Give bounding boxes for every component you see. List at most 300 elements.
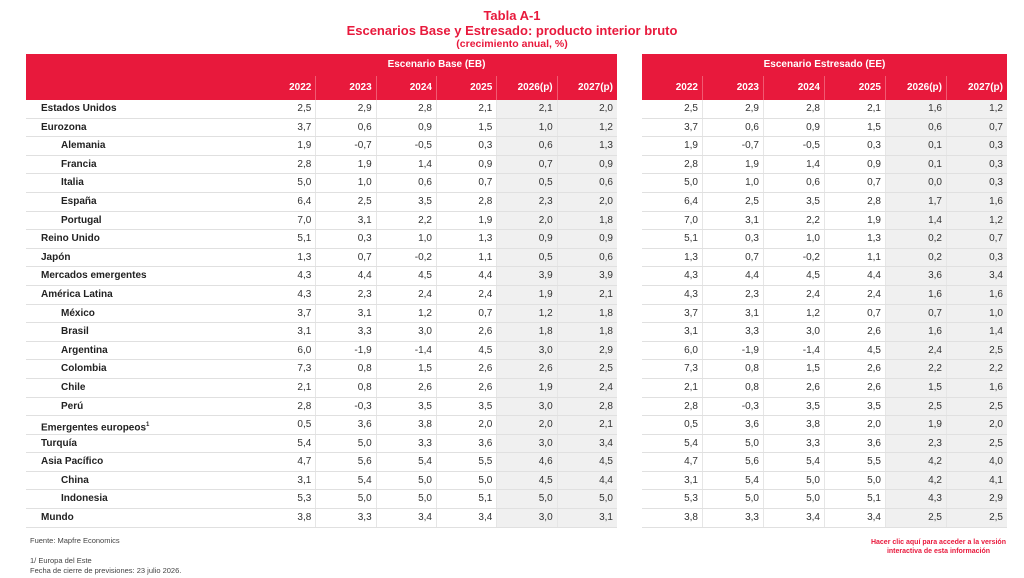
value-cell: 1,0 xyxy=(763,230,824,248)
value-cell: 3,0 xyxy=(496,398,556,416)
value-cell: 1,8 xyxy=(557,212,617,230)
value-cell: 2,8 xyxy=(436,193,496,211)
value-cell: 2,5 xyxy=(684,103,698,114)
value-cell: 2,6 xyxy=(376,379,436,397)
row-label-text: Alemania xyxy=(61,140,106,152)
value-cell: 4,5 xyxy=(763,267,824,285)
value-cell: 2,2 xyxy=(885,360,946,378)
row-label-text: España xyxy=(61,195,97,207)
footnote-marker: 1 xyxy=(146,422,150,429)
row-label xyxy=(26,100,256,119)
row-label-text: Eurozona xyxy=(41,121,87,133)
value-cell: 0,6 xyxy=(885,119,946,137)
value-cell: -1,4 xyxy=(376,342,436,360)
value-cell: 2,4 xyxy=(376,286,436,304)
value-cell: 3,3 xyxy=(376,435,436,453)
value-cell: -0,5 xyxy=(763,137,824,155)
value-cell: 3,0 xyxy=(496,435,556,453)
value-cell: 4,4 xyxy=(436,267,496,285)
value-cell: 4,4 xyxy=(702,267,763,285)
table-row xyxy=(256,174,617,193)
value-cell: 3,3 xyxy=(763,435,824,453)
value-cell: 5,0 xyxy=(702,490,763,508)
table-row xyxy=(642,212,1007,231)
stress-year-header-row xyxy=(642,76,1007,100)
value-cell: 4,6 xyxy=(496,453,556,471)
value-cell: 0,5 xyxy=(496,249,556,267)
table-row xyxy=(256,212,617,231)
value-cell: 2,0 xyxy=(496,212,556,230)
link-line-1: Hacer clic aquí para acceder a la versión xyxy=(870,539,1006,546)
value-cell: 5,5 xyxy=(824,453,885,471)
value-cell: 0,0 xyxy=(885,174,946,192)
year-header: 2027(p) xyxy=(946,76,1007,100)
value-cell: 3,6 xyxy=(315,416,375,434)
row-label xyxy=(26,379,256,398)
value-cell: 5,3 xyxy=(297,493,312,505)
value-cell: 5,4 xyxy=(315,472,375,490)
value-cell: 3,9 xyxy=(557,267,617,285)
value-cell: 4,0 xyxy=(946,453,1007,471)
value-cell: 5,0 xyxy=(376,490,436,508)
value-cell: 3,9 xyxy=(496,267,556,285)
table-row xyxy=(256,286,617,305)
table-row xyxy=(642,509,1007,528)
table-row xyxy=(256,435,617,454)
source-note: Fuente: Mapfre Economics xyxy=(30,536,120,545)
value-cell: 1,8 xyxy=(557,305,617,323)
value-cell: 2,3 xyxy=(702,286,763,304)
table-row xyxy=(642,100,1007,119)
row-label xyxy=(26,137,256,156)
table-row xyxy=(642,342,1007,361)
value-cell: 0,7 xyxy=(436,305,496,323)
value-cell: 2,9 xyxy=(702,100,763,118)
table-row xyxy=(256,416,617,435)
value-cell: 3,5 xyxy=(376,193,436,211)
table-row xyxy=(642,453,1007,472)
value-cell: 7,0 xyxy=(297,214,312,226)
table-row xyxy=(642,267,1007,286)
value-cell: 0,6 xyxy=(557,174,617,192)
value-cell: 2,6 xyxy=(824,360,885,378)
row-label-text: México xyxy=(61,307,95,319)
value-cell: 2,0 xyxy=(496,416,556,434)
value-cell: 6,0 xyxy=(297,344,312,356)
table-row xyxy=(256,267,617,286)
year-header: 2022 xyxy=(289,82,312,93)
value-cell: 1,5 xyxy=(885,379,946,397)
value-cell: 7,0 xyxy=(684,214,698,226)
value-cell: 3,6 xyxy=(885,267,946,285)
value-cell: 2,0 xyxy=(946,416,1007,434)
row-label-text: Turquía xyxy=(41,437,77,449)
value-cell: 1,1 xyxy=(436,249,496,267)
value-cell: 2,0 xyxy=(436,416,496,434)
value-cell: 2,8 xyxy=(557,398,617,416)
value-cell: 1,6 xyxy=(946,193,1007,211)
row-label-text: Mundo xyxy=(41,512,74,524)
value-cell: 3,1 xyxy=(297,474,312,486)
value-cell: 3,6 xyxy=(824,435,885,453)
value-cell: 0,8 xyxy=(315,379,375,397)
value-cell: 1,4 xyxy=(376,156,436,174)
value-cell: 3,4 xyxy=(376,509,436,527)
value-cell: 3,1 xyxy=(557,509,617,527)
value-cell: 0,3 xyxy=(946,137,1007,155)
year-header: 2022 xyxy=(675,82,698,93)
row-label xyxy=(26,360,256,379)
value-cell: 3,5 xyxy=(824,398,885,416)
value-cell: 2,6 xyxy=(436,360,496,378)
table-row xyxy=(642,137,1007,156)
value-cell: 0,6 xyxy=(702,119,763,137)
value-cell: 1,0 xyxy=(315,174,375,192)
value-cell: 0,7 xyxy=(702,249,763,267)
value-cell: 2,5 xyxy=(297,103,312,114)
value-cell: 6,4 xyxy=(684,195,698,207)
value-cell: 0,8 xyxy=(315,360,375,378)
table-row xyxy=(256,193,617,212)
value-cell: 0,6 xyxy=(376,174,436,192)
forecast-date-note: Fecha de cierre de previsiones: 23 julio 2026. xyxy=(30,566,182,575)
row-label xyxy=(26,472,256,491)
base-year-header-row xyxy=(256,76,617,100)
value-cell: 2,5 xyxy=(885,509,946,527)
value-cell: 0,7 xyxy=(946,230,1007,248)
base-scenario-header: Escenario Base (EB) xyxy=(256,54,617,76)
value-cell: -0,5 xyxy=(376,137,436,155)
value-cell: 5,0 xyxy=(315,435,375,453)
value-cell: 0,7 xyxy=(885,305,946,323)
value-cell: 5,4 xyxy=(702,472,763,490)
value-cell: 2,3 xyxy=(885,435,946,453)
row-label xyxy=(26,230,256,249)
value-cell: -0,2 xyxy=(763,249,824,267)
table-row xyxy=(256,342,617,361)
value-cell: 0,7 xyxy=(824,305,885,323)
value-cell: 6,4 xyxy=(297,195,312,207)
value-cell: 0,6 xyxy=(496,137,556,155)
value-cell: 3,1 xyxy=(684,474,698,486)
table-row xyxy=(642,360,1007,379)
year-header: 2026(p) xyxy=(885,76,946,100)
table-row xyxy=(642,156,1007,175)
value-cell: -1,4 xyxy=(763,342,824,360)
row-label-text: Argentina xyxy=(61,344,108,356)
value-cell: 0,3 xyxy=(702,230,763,248)
value-cell: 1,7 xyxy=(885,193,946,211)
value-cell: 4,2 xyxy=(885,472,946,490)
value-cell: 2,8 xyxy=(763,100,824,118)
value-cell: 3,3 xyxy=(315,323,375,341)
table-row xyxy=(256,137,617,156)
table-row xyxy=(642,305,1007,324)
value-cell: 4,4 xyxy=(315,267,375,285)
value-cell: 2,1 xyxy=(557,416,617,434)
row-label-text: China xyxy=(61,474,89,486)
value-cell: 0,1 xyxy=(885,156,946,174)
stress-scenario-table xyxy=(642,54,1007,528)
value-cell: 0,7 xyxy=(824,174,885,192)
value-cell: 0,7 xyxy=(946,119,1007,137)
row-label xyxy=(26,509,256,528)
row-label-text: Chile xyxy=(61,381,86,393)
value-cell: 1,2 xyxy=(946,212,1007,230)
value-cell: -0,7 xyxy=(702,137,763,155)
value-cell: 1,9 xyxy=(496,286,556,304)
row-label-text: Estados Unidos xyxy=(41,103,117,114)
value-cell: 5,1 xyxy=(684,233,698,245)
value-cell: 2,4 xyxy=(557,379,617,397)
value-cell: 2,8 xyxy=(297,158,312,170)
table-row xyxy=(642,193,1007,212)
value-cell: 2,5 xyxy=(946,398,1007,416)
value-cell: 3,1 xyxy=(315,305,375,323)
value-cell: 0,5 xyxy=(684,419,698,431)
value-cell: 3,8 xyxy=(763,416,824,434)
value-cell: 0,3 xyxy=(946,249,1007,267)
value-cell: 2,1 xyxy=(496,100,556,118)
value-cell: 4,4 xyxy=(824,267,885,285)
value-cell: 1,0 xyxy=(946,305,1007,323)
value-cell: 1,8 xyxy=(496,323,556,341)
value-cell: 3,5 xyxy=(763,398,824,416)
value-cell: 0,7 xyxy=(315,249,375,267)
value-cell: 5,3 xyxy=(684,493,698,505)
value-cell: 4,3 xyxy=(885,490,946,508)
year-header: 2026(p) xyxy=(496,76,556,100)
value-cell: 4,3 xyxy=(297,270,312,282)
row-label xyxy=(26,435,256,454)
value-cell: 0,2 xyxy=(885,249,946,267)
value-cell: 3,7 xyxy=(684,307,698,319)
value-cell: 1,4 xyxy=(946,323,1007,341)
table-row xyxy=(256,360,617,379)
value-cell: 5,0 xyxy=(684,177,698,189)
value-cell: 1,9 xyxy=(315,156,375,174)
value-cell: 3,4 xyxy=(763,509,824,527)
value-cell: 0,9 xyxy=(557,230,617,248)
value-cell: 0,9 xyxy=(763,119,824,137)
row-label-text: Emergentes europeos xyxy=(41,422,147,434)
table-row xyxy=(256,323,617,342)
value-cell: 2,4 xyxy=(763,286,824,304)
row-label xyxy=(26,156,256,175)
value-cell: 5,4 xyxy=(684,437,698,449)
value-cell: 1,6 xyxy=(885,100,946,118)
year-header: 2025 xyxy=(436,76,496,100)
value-cell: 4,4 xyxy=(557,472,617,490)
table-number: Tabla A-1 xyxy=(483,8,541,23)
value-cell: -1,9 xyxy=(315,342,375,360)
link-line-2: interactiva de esta información xyxy=(886,548,991,555)
value-cell: 3,8 xyxy=(376,416,436,434)
row-label xyxy=(26,174,256,193)
value-cell: 2,5 xyxy=(557,360,617,378)
value-cell: 1,5 xyxy=(376,360,436,378)
value-cell: 7,3 xyxy=(297,363,312,375)
value-cell: 3,4 xyxy=(557,435,617,453)
value-cell: 3,1 xyxy=(684,326,698,338)
value-cell: 2,3 xyxy=(315,286,375,304)
row-label xyxy=(26,342,256,361)
row-label xyxy=(26,453,256,472)
value-cell: 3,3 xyxy=(702,323,763,341)
value-cell: 1,5 xyxy=(824,119,885,137)
value-cell: 1,2 xyxy=(763,305,824,323)
row-label-text: Portugal xyxy=(61,214,102,226)
year-header: 2023 xyxy=(315,76,375,100)
table-row xyxy=(256,100,617,119)
table-row xyxy=(642,119,1007,138)
value-cell: 5,0 xyxy=(824,472,885,490)
value-cell: 2,5 xyxy=(315,193,375,211)
value-cell: 1,3 xyxy=(557,137,617,155)
year-header: 2025 xyxy=(824,76,885,100)
value-cell: 2,0 xyxy=(824,416,885,434)
interactive-version-link[interactable] xyxy=(871,538,1006,556)
value-cell: 5,1 xyxy=(436,490,496,508)
value-cell: 1,9 xyxy=(436,212,496,230)
value-cell: 2,0 xyxy=(557,193,617,211)
table-row xyxy=(642,249,1007,268)
value-cell: 4,5 xyxy=(557,453,617,471)
value-cell: 0,3 xyxy=(315,230,375,248)
value-cell: 1,6 xyxy=(946,286,1007,304)
row-label xyxy=(26,212,256,231)
value-cell: -0,3 xyxy=(315,398,375,416)
value-cell: 3,1 xyxy=(297,326,312,338)
value-cell: 2,1 xyxy=(436,100,496,118)
value-cell: 1,8 xyxy=(557,323,617,341)
value-cell: 0,9 xyxy=(824,156,885,174)
value-cell: 7,3 xyxy=(684,363,698,375)
value-cell: 3,3 xyxy=(315,509,375,527)
table-row xyxy=(256,490,617,509)
value-cell: -0,3 xyxy=(702,398,763,416)
value-cell: 0,5 xyxy=(496,174,556,192)
value-cell: 2,8 xyxy=(376,100,436,118)
table-title-block xyxy=(0,8,1024,51)
table-row xyxy=(642,286,1007,305)
value-cell: 3,5 xyxy=(376,398,436,416)
value-cell: 1,3 xyxy=(684,251,698,263)
table-row xyxy=(642,379,1007,398)
value-cell: 0,7 xyxy=(436,174,496,192)
value-cell: 3,3 xyxy=(702,509,763,527)
value-cell: 1,4 xyxy=(763,156,824,174)
value-cell: 2,6 xyxy=(824,379,885,397)
value-cell: -1,9 xyxy=(702,342,763,360)
value-cell: 5,4 xyxy=(376,453,436,471)
row-labels xyxy=(26,100,256,528)
value-cell: 3,4 xyxy=(824,509,885,527)
value-cell: 4,3 xyxy=(684,270,698,282)
value-cell: 5,0 xyxy=(315,490,375,508)
table-row xyxy=(642,416,1007,435)
row-label xyxy=(26,249,256,268)
value-cell: 5,0 xyxy=(557,490,617,508)
value-cell: 0,6 xyxy=(557,249,617,267)
value-cell: 4,5 xyxy=(376,267,436,285)
row-label-text: Mercados emergentes xyxy=(41,270,147,282)
value-cell: 1,5 xyxy=(436,119,496,137)
value-cell: 5,0 xyxy=(297,177,312,189)
value-cell: 1,9 xyxy=(824,212,885,230)
value-cell: 1,2 xyxy=(496,305,556,323)
table-row xyxy=(256,119,617,138)
row-label-text: Indonesia xyxy=(61,493,108,505)
value-cell: 6,0 xyxy=(684,344,698,356)
table-row xyxy=(642,435,1007,454)
row-label-text: Asia Pacífico xyxy=(41,456,104,468)
year-header: 2027(p) xyxy=(557,76,617,100)
value-cell: 2,8 xyxy=(684,158,698,170)
value-cell: 1,6 xyxy=(885,323,946,341)
value-cell: 2,5 xyxy=(946,342,1007,360)
row-label xyxy=(26,398,256,417)
table-row xyxy=(642,472,1007,491)
label-header-band xyxy=(26,54,256,100)
row-label xyxy=(26,119,256,138)
value-cell: 4,5 xyxy=(496,472,556,490)
value-cell: 5,0 xyxy=(763,490,824,508)
value-cell: 1,5 xyxy=(763,360,824,378)
value-cell: 3,4 xyxy=(436,509,496,527)
table-row xyxy=(642,323,1007,342)
table-row xyxy=(256,453,617,472)
value-cell: 0,3 xyxy=(946,174,1007,192)
value-cell: 2,6 xyxy=(496,360,556,378)
value-cell: 3,7 xyxy=(297,307,312,319)
value-cell: 1,9 xyxy=(684,140,698,152)
value-cell: 3,5 xyxy=(436,398,496,416)
value-cell: 0,3 xyxy=(824,137,885,155)
row-label-text: Perú xyxy=(61,400,84,412)
value-cell: 4,7 xyxy=(684,456,698,468)
row-label-text: Italia xyxy=(61,177,84,189)
value-cell: 0,6 xyxy=(763,174,824,192)
table-row xyxy=(256,398,617,417)
value-cell: 0,9 xyxy=(496,230,556,248)
value-cell: 4,5 xyxy=(824,342,885,360)
value-cell: 1,0 xyxy=(702,174,763,192)
value-cell: 5,0 xyxy=(376,472,436,490)
row-label-text: Brasil xyxy=(61,326,89,338)
value-cell: 1,9 xyxy=(885,416,946,434)
value-cell: 1,1 xyxy=(824,249,885,267)
value-cell: 5,0 xyxy=(496,490,556,508)
table-row xyxy=(256,509,617,528)
table-row xyxy=(256,472,617,491)
value-cell: 5,0 xyxy=(763,472,824,490)
value-cell: 2,8 xyxy=(297,400,312,412)
value-cell: 2,2 xyxy=(376,212,436,230)
value-cell: 1,9 xyxy=(496,379,556,397)
value-cell: 2,8 xyxy=(684,400,698,412)
value-cell: 4,1 xyxy=(946,472,1007,490)
table-row xyxy=(642,230,1007,249)
year-header: 2024 xyxy=(763,76,824,100)
value-cell: 2,4 xyxy=(436,286,496,304)
value-cell: 2,4 xyxy=(885,342,946,360)
row-label-text: América Latina xyxy=(41,288,113,300)
value-cell: 1,3 xyxy=(297,251,312,263)
value-cell: 5,1 xyxy=(824,490,885,508)
value-cell: -0,7 xyxy=(315,137,375,155)
value-cell: 2,6 xyxy=(436,323,496,341)
